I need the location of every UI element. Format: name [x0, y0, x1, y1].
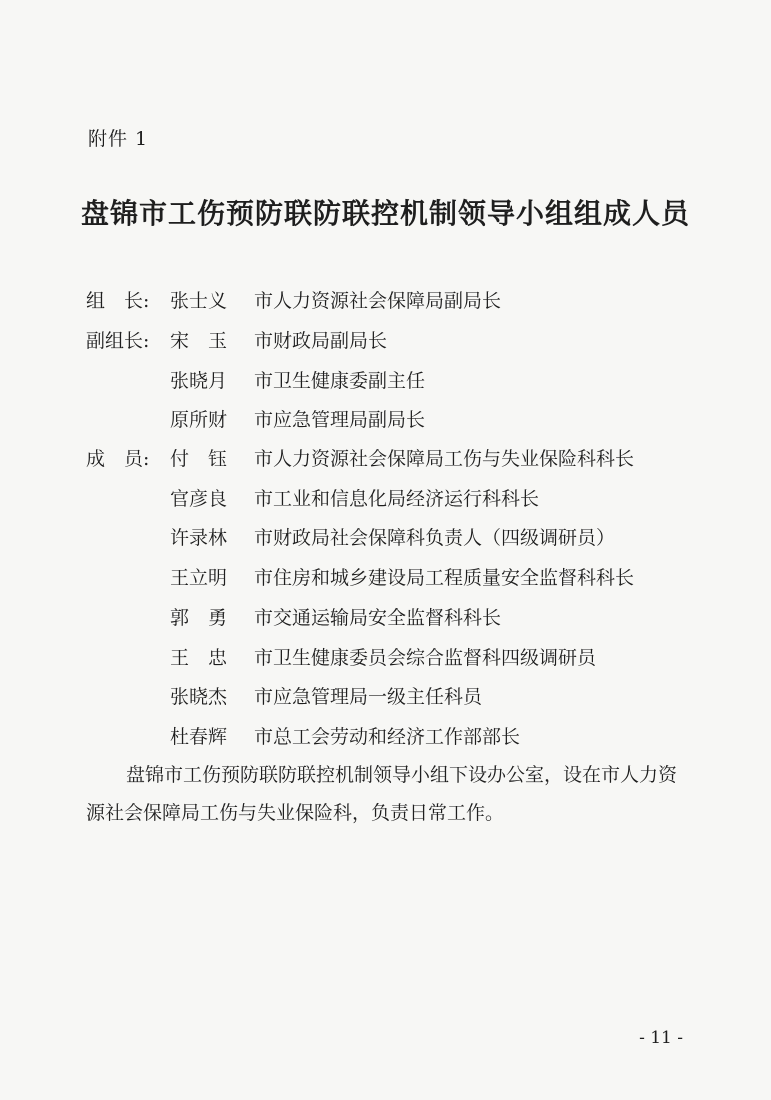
document-title: 盘锦市工伤预防联防联控机制领导小组组成人员: [80, 197, 690, 230]
attachment-label: 附件 1: [88, 128, 149, 150]
member-name: 张晓杰: [170, 686, 228, 708]
member-org: 市住房和城乡建设局工程质量安全监督科科长: [254, 567, 635, 589]
member-org: 市人力资源社会保障局工伤与失业保险科科长: [254, 448, 635, 470]
member-role: 成 员:: [86, 448, 150, 470]
member-role: 副组长:: [86, 330, 150, 352]
member-org: 市总工会劳动和经济工作部部长: [254, 726, 521, 748]
member-name: 张晓月: [170, 370, 228, 392]
member-name: 官彦良: [170, 488, 228, 510]
member-name: 郭 勇: [170, 607, 228, 629]
member-name: 杜春辉: [170, 726, 228, 748]
member-org: 市财政局副局长: [254, 330, 388, 352]
member-name: 原所财: [170, 409, 228, 431]
member-org: 市卫生健康委副主任: [254, 370, 426, 392]
member-name: 王 忠: [170, 647, 228, 669]
member-org: 市交通运输局安全监督科科长: [254, 607, 502, 629]
member-org: 市卫生健康委员会综合监督科四级调研员: [254, 647, 597, 669]
member-org: 市应急管理局副局长: [254, 409, 426, 431]
member-org: 市财政局社会保障科负责人（四级调研员）: [254, 527, 616, 549]
member-name: 付 钰: [170, 448, 228, 470]
member-name: 王立明: [170, 567, 228, 589]
member-name: 许录林: [170, 527, 228, 549]
office-paragraph-text: 盘锦市工伤预防联防联控机制领导小组下设办公室，设在市人力资源社会保障局工伤与失业保险科，负责日常工作。: [86, 764, 678, 824]
member-org: 市人力资源社会保障局副局长: [254, 290, 502, 312]
page-number: - 11 -: [639, 1028, 683, 1048]
member-role: 组 长:: [86, 290, 150, 312]
office-paragraph: [86, 756, 686, 832]
member-org: 市应急管理局一级主任科员: [254, 686, 483, 708]
member-name: 张士义: [170, 290, 228, 312]
member-org: 市工业和信息化局经济运行科科长: [254, 488, 540, 510]
member-name: 宋 玉: [170, 330, 228, 352]
